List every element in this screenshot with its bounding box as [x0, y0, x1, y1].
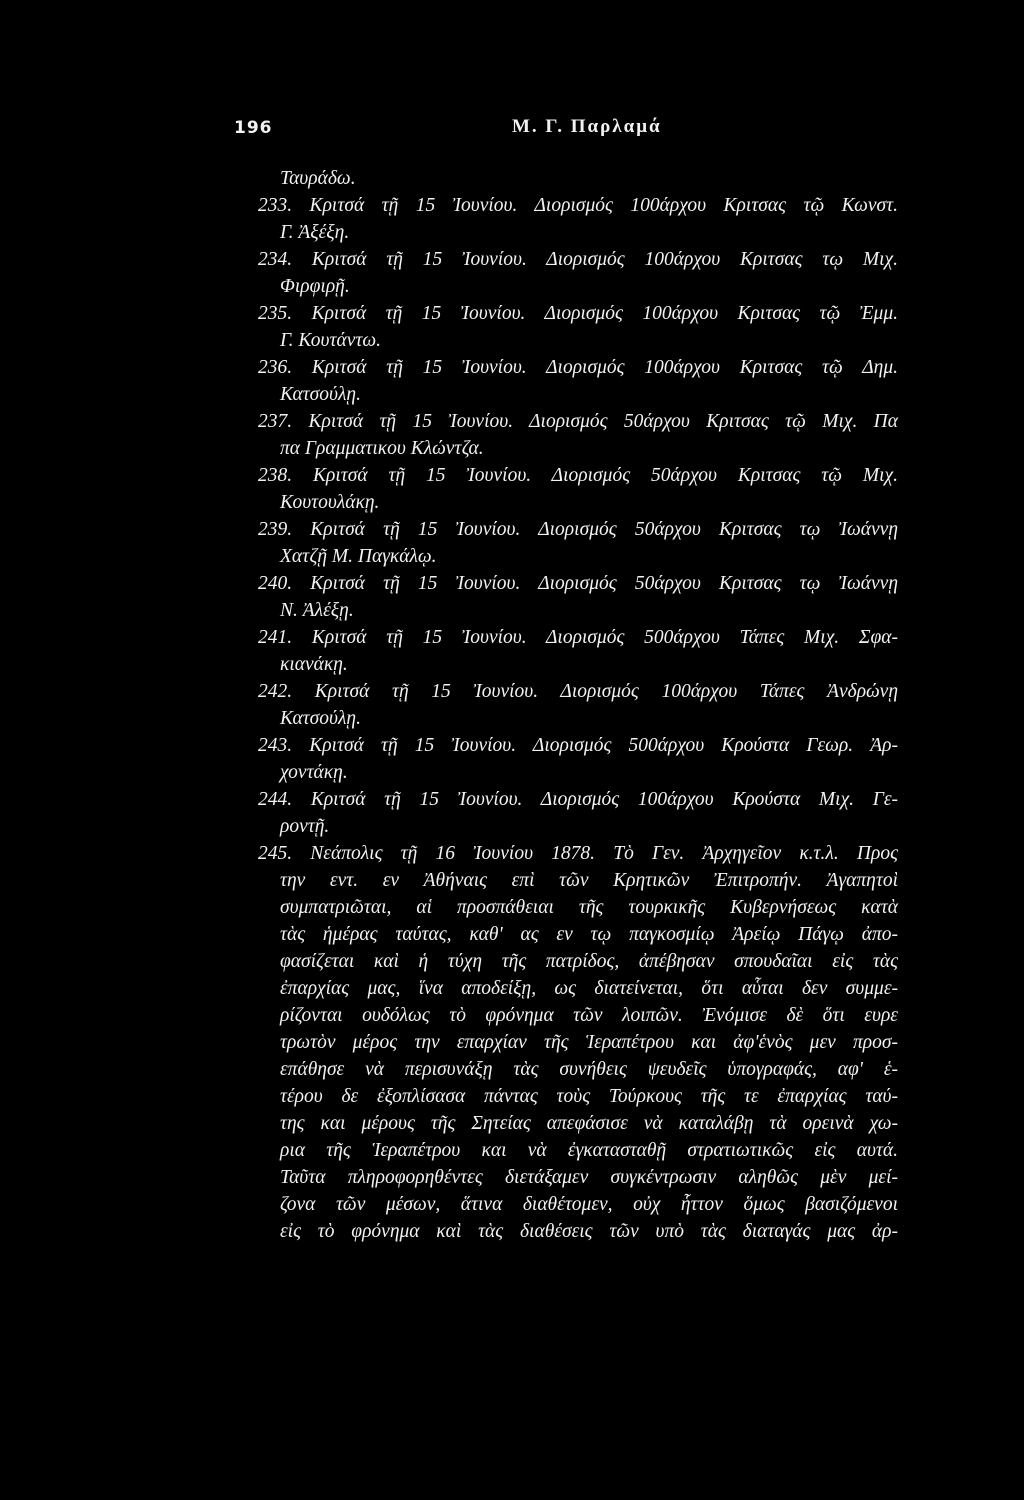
text-line: 244. Κριτσά τῇ 15 Ἰουνίου. Διορισμός 100άρχου Κρούστα Μιχ. Γε-: [258, 789, 898, 810]
text-line: 245. Νεάπολις τῇ 16 Ἰουνίου 1878. Τὸ Γεν. Ἀρχηγεῖον κ.τ.λ. Προς: [258, 843, 898, 864]
text-line: 235. Κριτσά τῇ 15 Ἰουνίου. Διορισμός 100άρχου Κριτσας τῷ Ἐμμ.: [258, 303, 898, 324]
text-line: φασίζεται καὶ ἡ τύχη τῆς πατρίδος, ἀπέβησαν σπουδαῖαι εἰς τὰς: [280, 951, 898, 972]
text-line: κιανάκῃ.: [280, 654, 348, 675]
text-line: Κατσούλῃ.: [280, 384, 361, 405]
text-line: 236. Κριτσά τῇ 15 Ἰουνίου. Διορισμός 100άρχου Κριτσας τῷ Δημ.: [258, 357, 898, 378]
text-line: Γ. Ἀξέξη.: [280, 222, 350, 243]
text-line: 233. Κριτσά τῇ 15 Ἰουνίου. Διορισμός 100άρχου Κριτσας τῷ Κωνστ.: [258, 195, 898, 216]
text-line: 242. Κριτσά τῇ 15 Ἰουνίου. Διορισμός 100άρχου Τάπες Ἀνδρώνῃ: [258, 681, 898, 702]
text-line: τὰς ἡμέρας ταύτας, καθ' ας εν τῳ παγκοσμίῳ Ἀρείῳ Πάγῳ ἀπο-: [280, 924, 898, 945]
text-line: ρίζονται ουδόλως τὸ φρόνημα τῶν λοιπῶν. Ἐνόμισε δὲ ὅτι ευρε: [280, 1005, 898, 1026]
text-line: 243. Κριτσά τῇ 15 Ἰουνίου. Διορισμός 500άρχου Κρούστα Γεωρ. Ἀρ-: [258, 735, 898, 756]
text-line: 237. Κριτσά τῇ 15 Ἰουνίου. Διορισμός 50άρχου Κριτσας τῷ Μιχ. Πα: [258, 411, 898, 432]
text-line: Κουτουλάκῃ.: [280, 492, 380, 513]
text-line: Γ. Κουτάντω.: [280, 330, 381, 351]
text-line: χοντάκῃ.: [280, 762, 348, 783]
document-body: [258, 165, 898, 1245]
text-line: 239. Κριτσά τῇ 15 Ἰουνίου. Διορισμός 50άρχου Κριτσας τῳ Ἰωάννῃ: [258, 519, 898, 540]
text-line: 238. Κριτσά τῇ 15 Ἰουνίου. Διορισμός 50άρχου Κριτσας τῷ Μιχ.: [258, 465, 898, 486]
text-line: Ταῦτα πληροφορηθέντες διετάξαμεν συγκέντρωσιν αληθῶς μὲν μεί-: [280, 1167, 898, 1188]
text-line: πα Γραμματικου Κλώντζα.: [280, 438, 484, 459]
text-line: την εντ. εν Ἀθήναις επὶ τῶν Κρητικῶν Ἐπιτροπήν. Ἀγαπητοὶ: [280, 870, 898, 891]
text-line: ζονα τῶν μέσων, ἅτινα διαθέτομεν, οὐχ ἧττον ὅμως βασιζόμενοι: [280, 1194, 898, 1215]
text-line: ρια τῆς Ἱεραπέτρου και νὰ ἐγκατασταθῇ στρατιωτικῶς εἰς αυτά.: [280, 1140, 898, 1161]
text-line: συμπατριῶται, αἱ προσπάθειαι τῆς τουρκικῆς Κυβερνήσεως κατὰ: [280, 897, 898, 918]
text-line: εἰς τὸ φρόνημα καὶ τὰς διαθέσεις τῶν υπὸ τὰς διαταγάς μας ἀρ-: [280, 1221, 898, 1242]
page-number: 196: [234, 118, 273, 138]
text-line: επάθησε νὰ περισυνάξῃ τὰς συνήθεις ψευδεῖς ὑπογραφάς, αφ' ἑ-: [280, 1059, 898, 1080]
text-line: Ν. Ἀλέξῃ.: [280, 600, 354, 621]
text-line: τέρου δε ἐξοπλίσασα πάντας τοὺς Τούρκους τῆς τε ἐπαρχίας ταύ-: [280, 1086, 898, 1107]
text-line: τρωτὸν μέρος την επαρχίαν τῆς Ἱεραπέτρου και ἀφ'ἑνὸς μεν προσ-: [280, 1032, 898, 1053]
text-line: 234. Κριτσά τῇ 15 Ἰουνίου. Διορισμός 100άρχου Κριτσας τῳ Μιχ.: [258, 249, 898, 270]
text-line: της και μέρους τῆς Σητείας απεφάσισε νὰ καταλάβῃ τὰ ορεινὰ χω-: [280, 1113, 898, 1134]
page-header: [0, 110, 1024, 150]
text-line: Κατσούλῃ.: [280, 708, 361, 729]
text-line: Χατζῇ Μ. Παγκάλῳ.: [280, 546, 437, 567]
running-head: Μ. Γ. Παρλαμά: [512, 116, 662, 137]
text-line: ροντῇ.: [280, 816, 330, 837]
text-line: ἐπαρχίας μας, ἵνα αποδείξῃ, ως διατείνεται, ὅτι αὗται δεν συμμε-: [280, 978, 898, 999]
text-line: Φιρφιρῇ.: [280, 276, 350, 297]
text-line: 240. Κριτσά τῇ 15 Ἰουνίου. Διορισμός 50άρχου Κριτσας τῳ Ἰωάννῃ: [258, 573, 898, 594]
text-line: Ταυράδω.: [280, 168, 356, 189]
text-line: 241. Κριτσά τῇ 15 Ἰουνίου. Διορισμός 500άρχου Τάπες Μιχ. Σφα-: [258, 627, 898, 648]
